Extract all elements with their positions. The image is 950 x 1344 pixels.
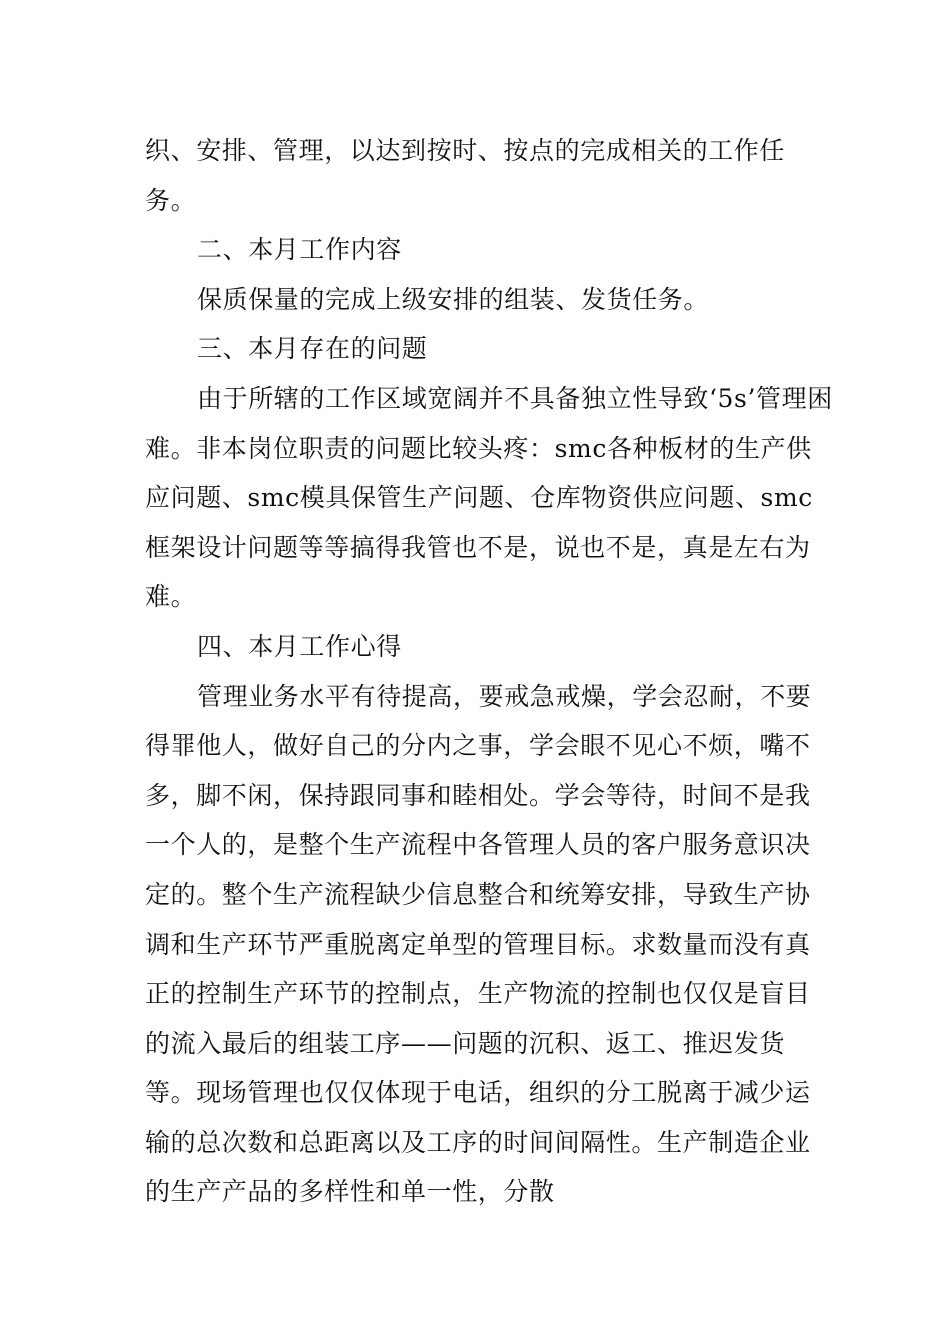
section-heading-4: 四、本月工作心得 [197, 631, 402, 661]
paragraph-continuation: 织、安排、管理，以达到按时、按点的完成相关的工作任务。 [145, 136, 786, 215]
section-heading-2: 二、本月工作内容 [197, 235, 402, 265]
paragraph-experience: 管理业务水平有待提高，要戒急戒燥，学会忍耐，不要得罪他人，做好自己的分内之事，学会眼不见心不烦，嘴不多，脚不闲，保持跟同事和睦相处。学会等待，时间不是我一个人的，是整个生产流程中各管理人员的客户服务意识决定的。整个生产流程缺少信息整合和统筹安排，导致生产协调和生产环节严重脱离定单型的管理目标。求数量而没有真正的控制生产环节的控制点，生产物流的控制也仅仅是盲目的流入最后的组装工序——问题的沉积、返工、推迟发货等。现场管理也仅仅体现于电话，组织的分工脱离于减少运输的总次数和总距离以及工序的时间间隔性。生产制造企业的生产产品的多样性和单一性，分散 [145, 681, 812, 1207]
section-heading-3: 三、本月存在的问题 [197, 334, 428, 364]
paragraph-problems: 由于所辖的工作区域宽阔并不具备独立性导致‘5s’管理困难。非本岗位职责的问题比较头疼：smc各种板材的生产供应问题、smc模具保管生产问题、仓库物资供应问题、smc框架设计问题等等搞得我管也不是，说也不是，真是左右为难。 [145, 383, 833, 612]
paragraph-work-content: 保质保量的完成上级安排的组装、发货任务。 [197, 284, 710, 314]
document-body [145, 126, 835, 1217]
